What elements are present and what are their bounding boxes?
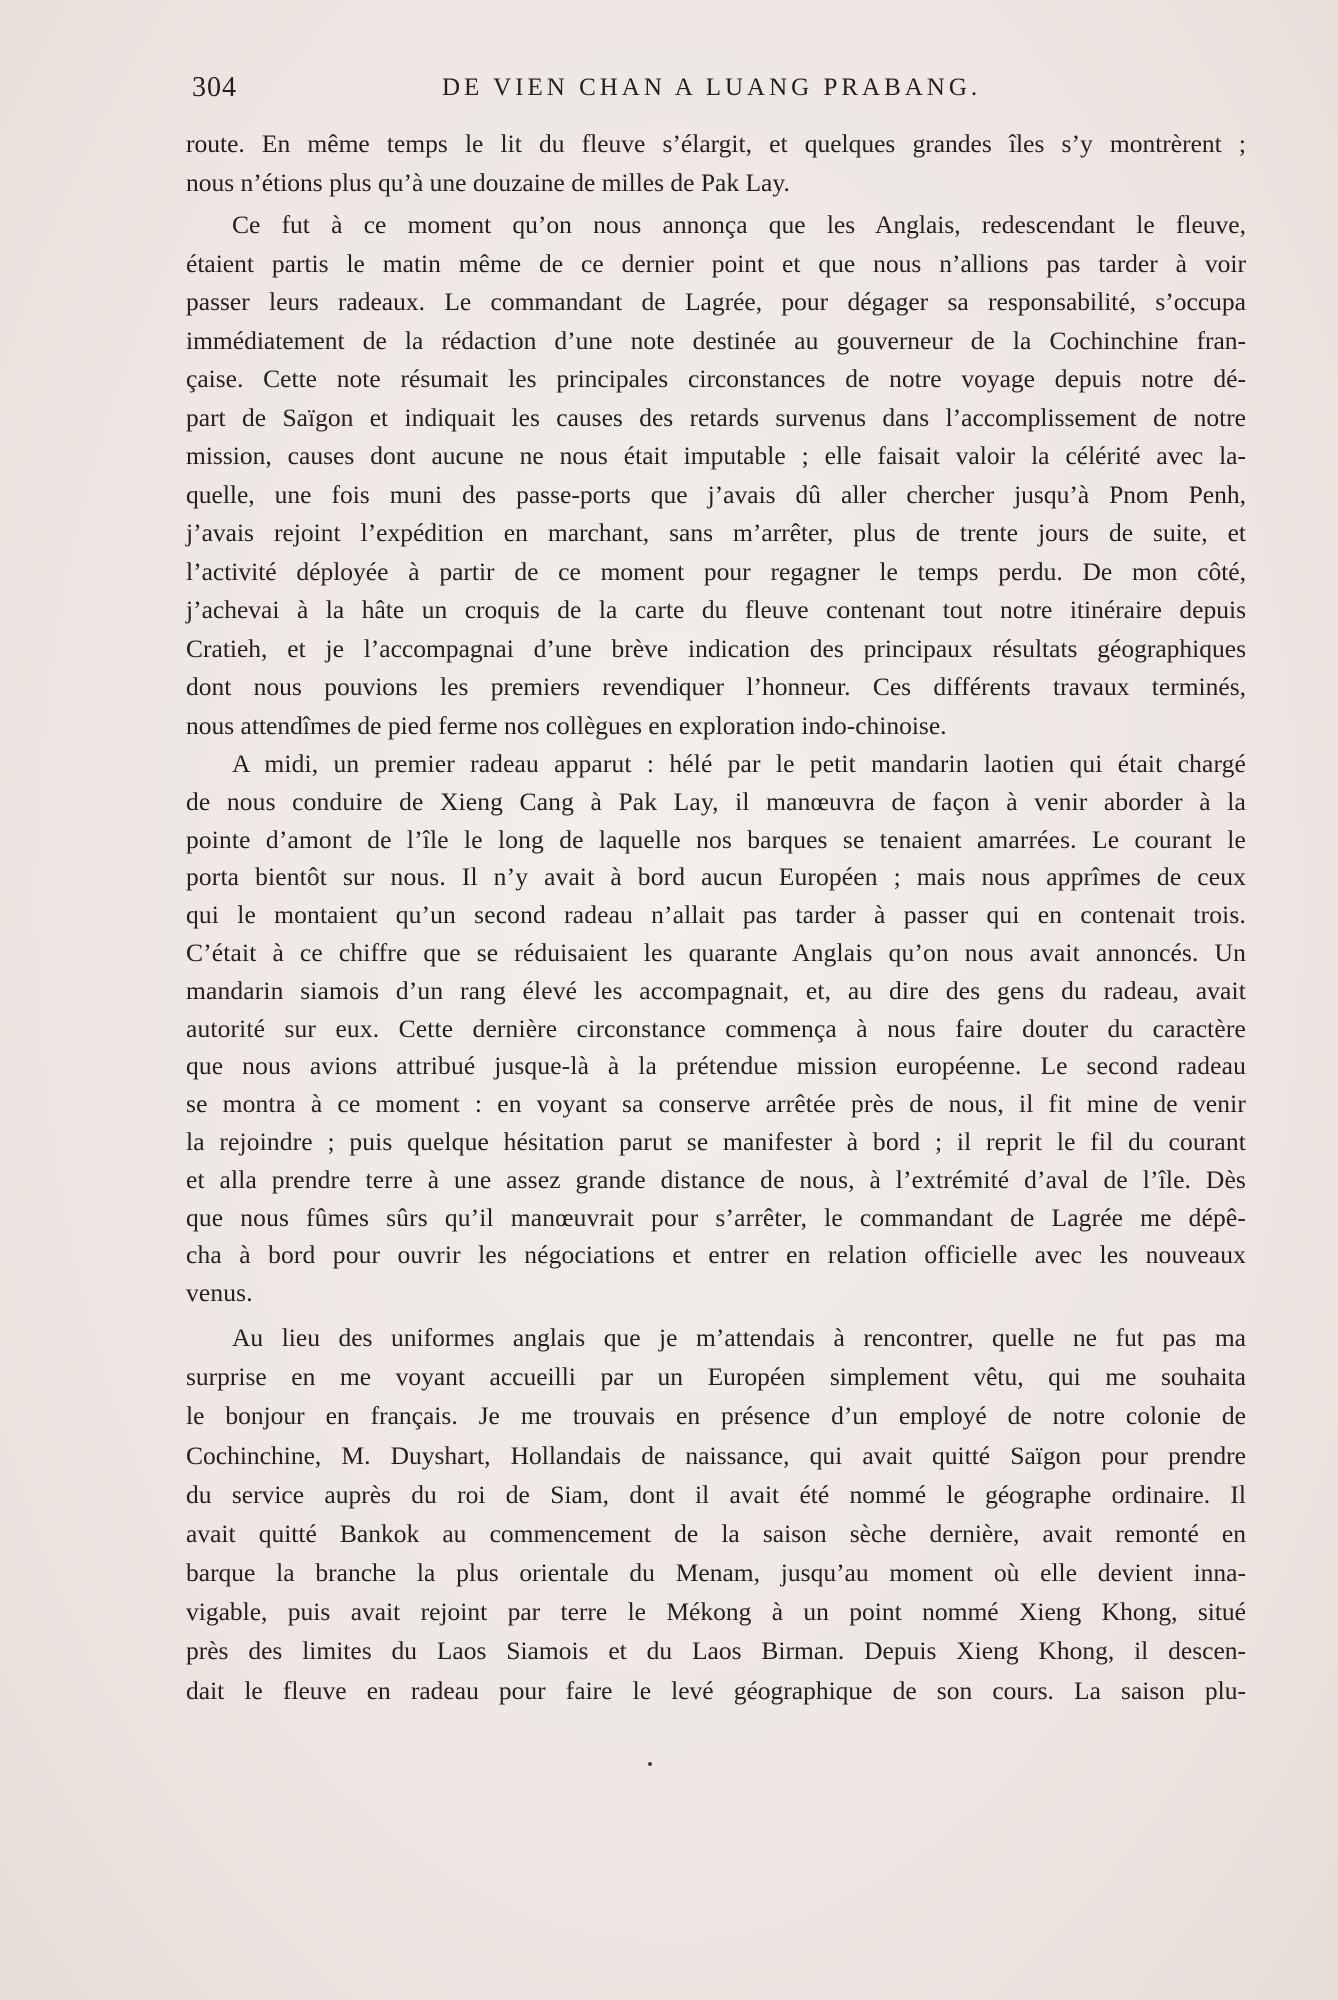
page-number: 304 [192, 72, 237, 103]
text-line: l’activité déployée à partir de ce moment pour regagner le temps perdu. De mon côté, [186, 556, 1246, 586]
text-line: qui le montaient qu’un second radeau n’allait pas tarder à passer qui en contenait trois. [186, 900, 1246, 930]
text-line: surprise en me voyant accueilli par un Européen simplement vêtu, qui me souhaita [186, 1362, 1246, 1392]
text-line: se montra à ce moment : en voyant sa conserve arrêtée près de nous, il fit mine de venir [186, 1089, 1246, 1119]
text-line: étaient partis le matin même de ce dernier point et que nous n’allions pas tarder à voir [186, 248, 1246, 278]
running-title: DE VIEN CHAN A LUANG PRABANG. [442, 74, 982, 101]
paragraph-2 [186, 206, 1246, 745]
paragraph-1 [186, 125, 1246, 202]
text-line: que nous fûmes sûrs qu’il manœuvrait pour s’arrêter, le commandant de Lagrée me dépê- [186, 1202, 1246, 1232]
paragraph-3 [186, 745, 1246, 1312]
body-text [186, 125, 1246, 1710]
text-line: Cratieh, et je l’accompagnai d’une brève indication des principaux résultats géographiques [186, 633, 1246, 663]
text-line: immédiatement de la rédaction d’une note destinée au gouverneur de la Cochinchine fran- [186, 325, 1246, 355]
text-line: mandarin siamois d’un rang élevé les accompagnait, et, au dire des gens du radeau, avait [186, 975, 1246, 1005]
text-line: j’achevai à la hâte un croquis de la carte du fleuve contenant tout notre itinéraire depuis [186, 595, 1246, 624]
text-line: autorité sur eux. Cette dernière circonstance commença à nous faire douter du caractère [186, 1013, 1246, 1043]
text-line: vigable, puis avait rejoint par terre le Mékong à un point nommé Xieng Khong, situé [186, 1597, 1246, 1627]
text-line: venus. [186, 1278, 253, 1308]
text-line: Au lieu des uniformes anglais que je m’attendais à rencontrer, quelle ne fut pas ma [232, 1322, 1246, 1352]
text-line: près des limites du Laos Siamois et du Laos Birman. Depuis Xieng Khong, il descen- [186, 1636, 1246, 1666]
text-line: que nous avions attribué jusque-là à la prétendue mission européenne. Le second radeau [186, 1051, 1246, 1081]
text-line: A midi, un premier radeau apparut : hélé par le petit mandarin laotien qui était chargé [232, 749, 1246, 778]
text-line: mission, causes dont aucune ne nous était imputable ; elle faisait valoir la célérité avec la- [186, 441, 1246, 470]
text-line: nous attendîmes de pied ferme nos collègues en exploration indo-chinoise. [186, 710, 947, 740]
ink-speck [648, 1762, 652, 1766]
text-line: la rejoindre ; puis quelque hésitation parut se manifester à bord ; il reprit le fil du courant [186, 1126, 1246, 1156]
text-line: çaise. Cette note résumait les principales circonstances de notre voyage depuis notre dé- [186, 364, 1246, 393]
text-line: route. En même temps le lit du fleuve s’élargit, et quelques grandes îles s’y montrèrent ; [186, 129, 1246, 158]
text-line: de nous conduire de Xieng Cang à Pak Lay, il manœuvra de façon à venir aborder à la [186, 786, 1246, 816]
text-line: le bonjour en français. Je me trouvais en présence d’un employé de notre colonie de [186, 1401, 1246, 1431]
text-line: nous n’étions plus qu’à une douzaine de milles de Pak Lay. [186, 167, 790, 197]
text-line: Ce fut à ce moment qu’on nous annonça que les Anglais, redescendant le fleuve, [232, 210, 1246, 239]
text-line: quelle, une fois muni des passe-ports que j’avais dû aller chercher jusqu’à Pnom Penh, [186, 479, 1246, 509]
text-line: du service auprès du roi de Siam, dont il avait été nommé le géographe ordinaire. Il [186, 1479, 1246, 1509]
text-line: part de Saïgon et indiquait les causes des retards survenus dans l’accomplissement de notre [186, 402, 1246, 432]
text-line: porta bientôt sur nous. Il n’y avait à bord aucun Européen ; mais nous apprîmes de ceux [186, 862, 1246, 892]
text-line: passer leurs radeaux. Le commandant de Lagrée, pour dégager sa responsabilité, s’occupa [186, 287, 1246, 316]
page-header [192, 72, 1242, 112]
text-line: cha à bord pour ouvrir les négociations et entrer en relation officielle avec les nouveaux [186, 1240, 1246, 1270]
text-line: j’avais rejoint l’expédition en marchant, sans m’arrêter, plus de trente jours de suite, et [186, 518, 1246, 547]
text-line: barque la branche la plus orientale du Menam, jusqu’au moment où elle devient inna- [186, 1558, 1246, 1588]
text-line: et alla prendre terre à une assez grande distance de nous, à l’extrémité d’aval de l’île. Dès [186, 1164, 1246, 1194]
text-line: dont nous pouvions les premiers revendiquer l’honneur. Ces différents travaux terminés, [186, 672, 1246, 701]
text-line: avait quitté Bankok au commencement de la saison sèche dernière, avait remonté en [186, 1518, 1246, 1548]
text-line: dait le fleuve en radeau pour faire le levé géographique de son cours. La saison plu- [186, 1675, 1246, 1705]
text-line: C’était à ce chiffre que se réduisaient les quarante Anglais qu’on nous avait annoncés. Un [186, 937, 1246, 967]
text-line: pointe d’amont de l’île le long de laquelle nos barques se tenaient amarrées. Le courant le [186, 824, 1246, 854]
text-line: Cochinchine, M. Duyshart, Hollandais de naissance, qui avait quitté Saïgon pour prendre [186, 1440, 1246, 1470]
paragraph-4 [186, 1318, 1246, 1710]
